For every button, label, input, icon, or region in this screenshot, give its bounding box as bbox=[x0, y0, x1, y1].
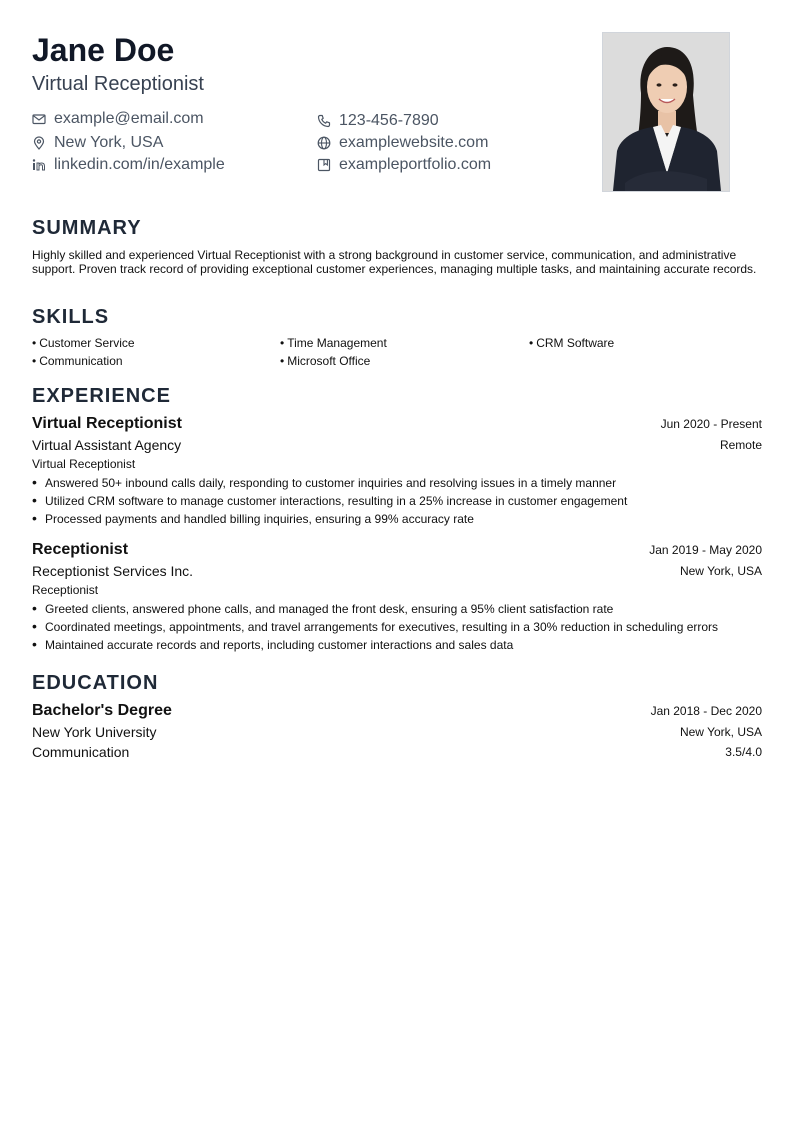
job-bullet: • Greeted clients, answered phone calls, and managed the front desk, ensuring a 95% client satisfaction rate bbox=[32, 600, 614, 616]
contact-location-text: New York, USA bbox=[54, 134, 164, 151]
job-dates: Jun 2020 - Present bbox=[660, 417, 762, 431]
contact-location bbox=[32, 133, 163, 153]
contact-website[interactable] bbox=[317, 133, 488, 153]
skill-item: • Microsoft Office bbox=[280, 354, 371, 368]
contact-phone[interactable] bbox=[317, 111, 439, 131]
contact-website-text: examplewebsite.com bbox=[339, 134, 489, 151]
candidate-name: Jane Doe bbox=[32, 32, 175, 68]
education-heading: EDUCATION bbox=[32, 672, 159, 694]
education-degree: Bachelor's Degree bbox=[32, 702, 172, 719]
education-location: New York, USA bbox=[679, 725, 762, 739]
experience-heading: EXPERIENCE bbox=[32, 385, 171, 407]
job-role: Virtual Receptionist bbox=[32, 457, 136, 471]
job-company: Receptionist Services Inc. bbox=[32, 563, 194, 579]
skills-heading: SKILLS bbox=[32, 306, 110, 328]
contact-portfolio-text: exampleportfolio.com bbox=[339, 156, 492, 173]
skill-item: • Customer Service bbox=[32, 336, 135, 350]
job-role: Receptionist bbox=[32, 583, 99, 597]
mail-icon bbox=[32, 112, 46, 126]
job-title: Receptionist bbox=[32, 541, 129, 558]
portfolio-icon bbox=[317, 158, 331, 172]
education-school: New York University bbox=[32, 724, 157, 740]
candidate-title: Virtual Receptionist bbox=[32, 73, 204, 95]
phone-icon bbox=[317, 114, 331, 128]
summary-text: Highly skilled and experienced Virtual Receptionist with a strong background in customer service, communication, and administrative support. Proven track record of providing exceptional customer experiences, managing multiple tasks, and maintaining accurate records. bbox=[32, 248, 757, 276]
job-bullet: • Maintained accurate records and reports, including customer interactions and sales data bbox=[32, 636, 514, 652]
linkedin-icon bbox=[32, 158, 46, 172]
contact-linkedin-text: linkedin.com/in/example bbox=[54, 156, 225, 173]
education-field: Communication bbox=[32, 744, 130, 760]
contact-email[interactable] bbox=[32, 109, 204, 129]
contact-linkedin[interactable] bbox=[32, 155, 225, 175]
contact-phone-text: 123-456-7890 bbox=[339, 112, 439, 129]
job-bullet: • Coordinated meetings, appointments, and travel arrangements for executives, resulting in a 30% reduction in scheduling errors bbox=[32, 618, 719, 634]
location-pin-icon bbox=[32, 136, 46, 150]
job-dates: Jan 2019 - May 2020 bbox=[649, 543, 762, 557]
skill-item: • CRM Software bbox=[529, 336, 615, 350]
job-bullet: • Utilized CRM software to manage customer interactions, resulting in a 25% increase in customer engagement bbox=[32, 492, 628, 508]
skill-item: • Communication bbox=[32, 354, 123, 368]
job-title: Virtual Receptionist bbox=[32, 415, 182, 432]
job-company: Virtual Assistant Agency bbox=[32, 437, 182, 453]
contact-email-text: example@email.com bbox=[54, 110, 204, 127]
profile-photo bbox=[602, 32, 730, 192]
resume-page bbox=[32, 0, 762, 760]
job-location: Remote bbox=[719, 438, 762, 452]
job-location: New York, USA bbox=[679, 564, 762, 578]
summary-heading: SUMMARY bbox=[32, 217, 142, 239]
contact-portfolio[interactable] bbox=[317, 155, 491, 175]
resume-header bbox=[32, 0, 762, 200]
globe-icon bbox=[317, 136, 331, 150]
job-bullet: • Processed payments and handled billing inquiries, ensuring a 99% accuracy rate bbox=[32, 510, 474, 526]
education-gpa: 3.5/4.0 bbox=[725, 745, 762, 759]
skill-item: • Time Management bbox=[280, 336, 387, 350]
job-bullet: • Answered 50+ inbound calls daily, responding to customer inquiries and resolving issues in a timely manner bbox=[32, 474, 617, 490]
education-dates: Jan 2018 - Dec 2020 bbox=[650, 704, 762, 718]
